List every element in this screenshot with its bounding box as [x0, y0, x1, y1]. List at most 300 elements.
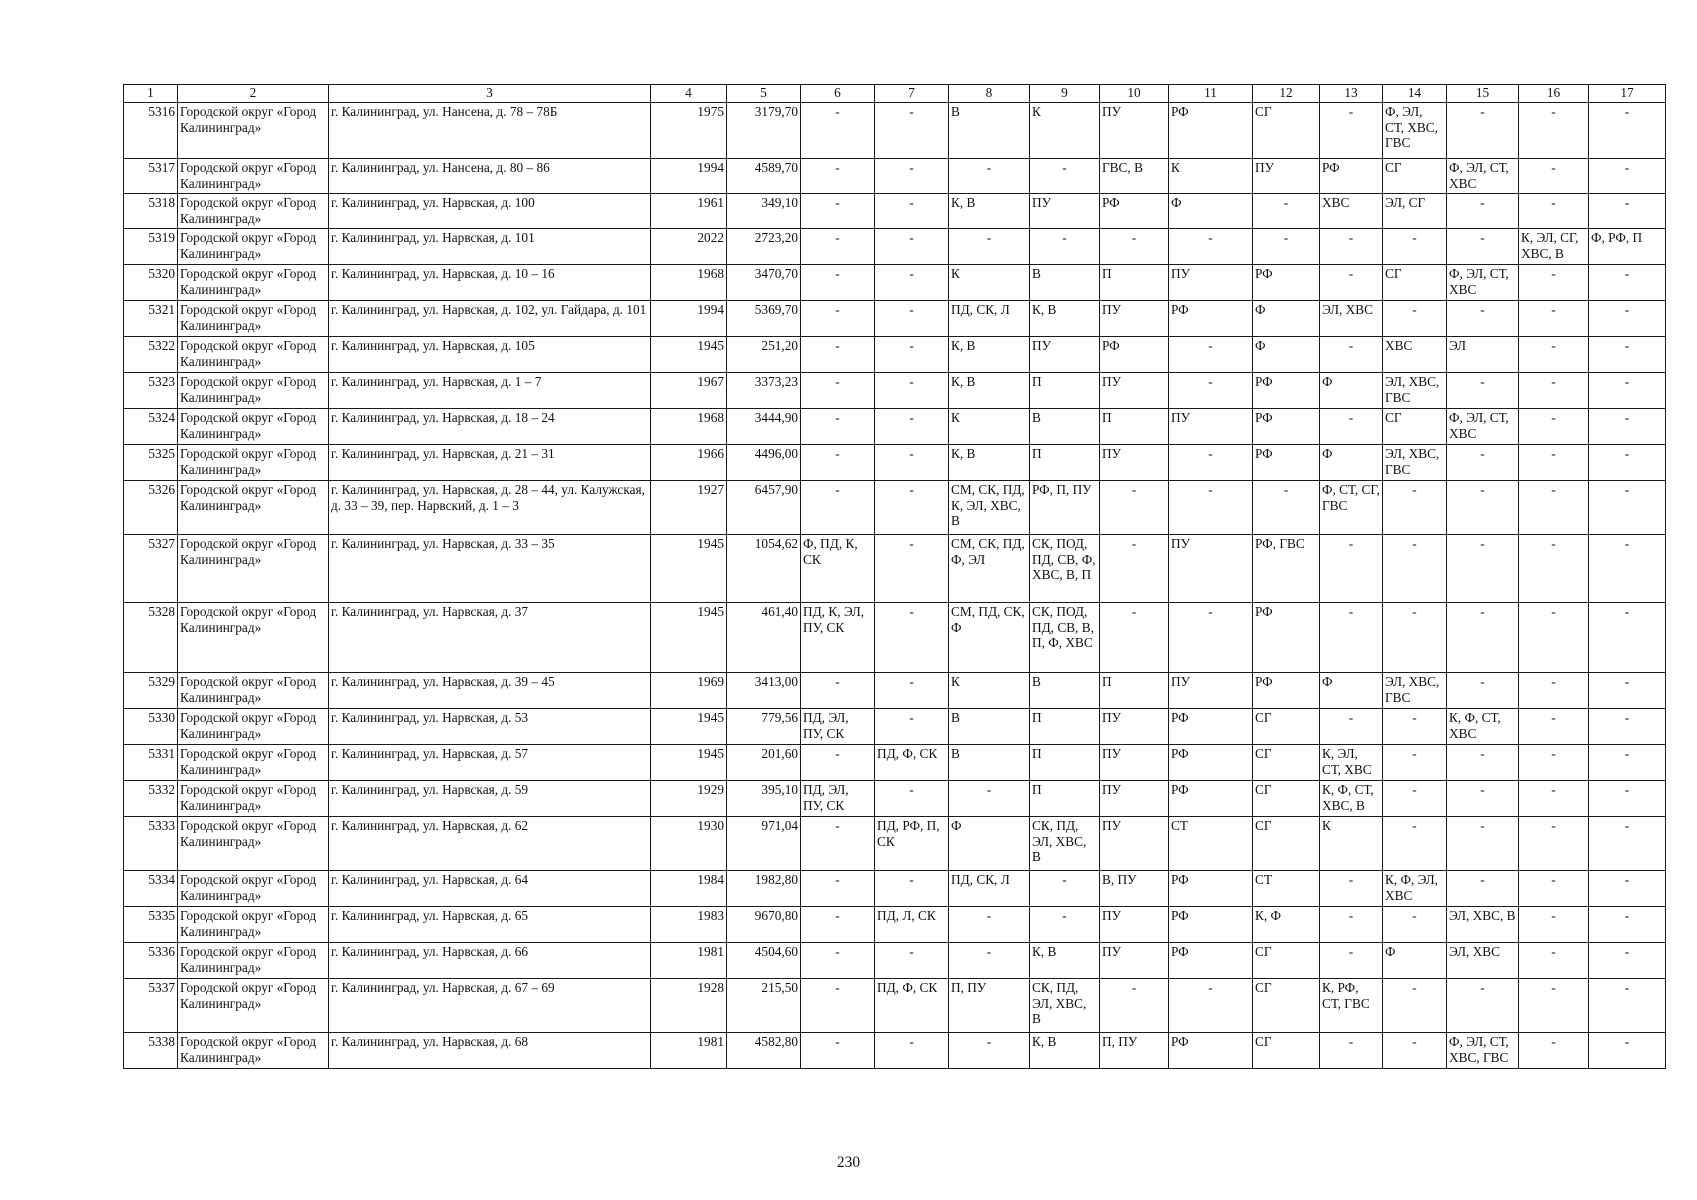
cell-col-15: -	[1447, 301, 1519, 337]
cell-col-2: Городской округ «Город Калининград»	[178, 373, 329, 409]
cell-col-14: -	[1383, 979, 1447, 1033]
cell-col-2: Городской округ «Город Калининград»	[178, 1033, 329, 1069]
cell-col-9: В	[1030, 409, 1100, 445]
cell-col-5: 2723,20	[727, 229, 801, 265]
cell-col-5: 3444,90	[727, 409, 801, 445]
cell-col-17: -	[1589, 373, 1666, 409]
cell-col-11: -	[1169, 373, 1253, 409]
cell-col-9: В	[1030, 673, 1100, 709]
cell-col-9: ПУ	[1030, 337, 1100, 373]
cell-col-7: -	[875, 301, 949, 337]
cell-col-5: 461,40	[727, 603, 801, 673]
cell-col-11: РФ	[1169, 745, 1253, 781]
cell-col-11: -	[1169, 603, 1253, 673]
table-row	[124, 603, 1666, 673]
cell-col-9: П	[1030, 709, 1100, 745]
cell-col-6: ПД, К, ЭЛ, ПУ, СК	[801, 603, 875, 673]
cell-col-9: -	[1030, 159, 1100, 194]
cell-col-9: П	[1030, 445, 1100, 481]
column-header-15: 15	[1447, 85, 1519, 103]
cell-col-10: ПУ	[1100, 745, 1169, 781]
cell-col-4: 1981	[651, 943, 727, 979]
cell-col-3: г. Калининград, ул. Нарвская, д. 59	[329, 781, 651, 817]
cell-col-13: К, ЭЛ, СТ, ХВС	[1320, 745, 1383, 781]
cell-col-12: СГ	[1253, 979, 1320, 1033]
cell-col-3: г. Калининград, ул. Нарвская, д. 33 – 35	[329, 535, 651, 603]
column-header-1: 1	[124, 85, 178, 103]
cell-col-3: г. Калининград, ул. Нарвская, д. 39 – 45	[329, 673, 651, 709]
cell-col-16: -	[1519, 943, 1589, 979]
table-row	[124, 373, 1666, 409]
cell-col-9: СК, ПОД, ПД, СВ, Ф, ХВС, В, П	[1030, 535, 1100, 603]
cell-col-5: 4582,80	[727, 1033, 801, 1069]
cell-col-6: -	[801, 103, 875, 159]
cell-col-17: -	[1589, 1033, 1666, 1069]
cell-col-17: Ф, РФ, П	[1589, 229, 1666, 265]
column-header-11: 11	[1169, 85, 1253, 103]
cell-col-1: 5328	[124, 603, 178, 673]
table-body	[124, 103, 1666, 1069]
cell-col-2: Городской округ «Город Калининград»	[178, 535, 329, 603]
cell-col-8: ПД, СК, Л	[949, 301, 1030, 337]
cell-col-3: г. Калининград, ул. Нарвская, д. 53	[329, 709, 651, 745]
table-row	[124, 229, 1666, 265]
cell-col-8: -	[949, 781, 1030, 817]
cell-col-16: -	[1519, 745, 1589, 781]
cell-col-3: г. Калининград, ул. Нарвская, д. 37	[329, 603, 651, 673]
cell-col-7: -	[875, 871, 949, 907]
cell-col-1: 5338	[124, 1033, 178, 1069]
column-header-2: 2	[178, 85, 329, 103]
cell-col-4: 1994	[651, 159, 727, 194]
cell-col-8: К, В	[949, 445, 1030, 481]
cell-col-7: ПД, Л, СК	[875, 907, 949, 943]
cell-col-13: ХВС	[1320, 194, 1383, 229]
cell-col-14: -	[1383, 907, 1447, 943]
cell-col-14: СГ	[1383, 409, 1447, 445]
cell-col-7: -	[875, 709, 949, 745]
table-row	[124, 943, 1666, 979]
cell-col-11: -	[1169, 337, 1253, 373]
cell-col-4: 1966	[651, 445, 727, 481]
cell-col-6: -	[801, 979, 875, 1033]
cell-col-2: Городской округ «Город Калининград»	[178, 871, 329, 907]
cell-col-8: В	[949, 745, 1030, 781]
table-row	[124, 445, 1666, 481]
cell-col-12: К, Ф	[1253, 907, 1320, 943]
cell-col-13: -	[1320, 1033, 1383, 1069]
cell-col-6: -	[801, 745, 875, 781]
cell-col-5: 4589,70	[727, 159, 801, 194]
cell-col-13: Ф	[1320, 673, 1383, 709]
cell-col-14: -	[1383, 229, 1447, 265]
cell-col-17: -	[1589, 673, 1666, 709]
cell-col-10: ГВС, В	[1100, 159, 1169, 194]
cell-col-1: 5337	[124, 979, 178, 1033]
cell-col-10: П	[1100, 673, 1169, 709]
cell-col-8: -	[949, 907, 1030, 943]
cell-col-5: 779,56	[727, 709, 801, 745]
cell-col-12: СГ	[1253, 817, 1320, 871]
cell-col-14: К, Ф, ЭЛ, ХВС	[1383, 871, 1447, 907]
cell-col-9: В	[1030, 265, 1100, 301]
cell-col-7: -	[875, 194, 949, 229]
cell-col-10: -	[1100, 535, 1169, 603]
cell-col-8: Ф	[949, 817, 1030, 871]
cell-col-4: 1929	[651, 781, 727, 817]
cell-col-3: г. Калининград, ул. Нарвская, д. 28 – 44, ул. Калужская, д. 33 – 39, пер. Нарвский, д. 1 – 3	[329, 481, 651, 535]
cell-col-7: -	[875, 373, 949, 409]
cell-col-2: Городской округ «Город Калининград»	[178, 781, 329, 817]
cell-col-2: Городской округ «Город Калининград»	[178, 481, 329, 535]
cell-col-10: -	[1100, 603, 1169, 673]
cell-col-17: -	[1589, 781, 1666, 817]
cell-col-16: -	[1519, 603, 1589, 673]
cell-col-4: 1945	[651, 709, 727, 745]
cell-col-4: 1984	[651, 871, 727, 907]
cell-col-9: К, В	[1030, 943, 1100, 979]
cell-col-4: 2022	[651, 229, 727, 265]
cell-col-3: г. Калининград, ул. Нарвская, д. 21 – 31	[329, 445, 651, 481]
cell-col-3: г. Калининград, ул. Нарвская, д. 102, ул. Гайдара, д. 101	[329, 301, 651, 337]
cell-col-10: -	[1100, 481, 1169, 535]
cell-col-14: ЭЛ, СГ	[1383, 194, 1447, 229]
cell-col-6: Ф, ПД, К, СК	[801, 535, 875, 603]
cell-col-2: Городской округ «Город Калининград»	[178, 229, 329, 265]
cell-col-11: РФ	[1169, 943, 1253, 979]
cell-col-1: 5335	[124, 907, 178, 943]
cell-col-3: г. Калининград, ул. Нансена, д. 78 – 78Б	[329, 103, 651, 159]
cell-col-4: 1961	[651, 194, 727, 229]
cell-col-11: ПУ	[1169, 265, 1253, 301]
cell-col-10: ПУ	[1100, 781, 1169, 817]
cell-col-16: -	[1519, 265, 1589, 301]
cell-col-17: -	[1589, 535, 1666, 603]
cell-col-1: 5319	[124, 229, 178, 265]
table-row	[124, 781, 1666, 817]
cell-col-16: -	[1519, 673, 1589, 709]
cell-col-3: г. Калининград, ул. Нарвская, д. 68	[329, 1033, 651, 1069]
cell-col-11: РФ	[1169, 781, 1253, 817]
cell-col-16: -	[1519, 871, 1589, 907]
cell-col-14: -	[1383, 817, 1447, 871]
cell-col-14: -	[1383, 301, 1447, 337]
cell-col-13: К, РФ, СТ, ГВС	[1320, 979, 1383, 1033]
cell-col-4: 1968	[651, 409, 727, 445]
cell-col-5: 3373,23	[727, 373, 801, 409]
cell-col-7: -	[875, 229, 949, 265]
cell-col-17: -	[1589, 445, 1666, 481]
cell-col-10: -	[1100, 229, 1169, 265]
cell-col-11: -	[1169, 445, 1253, 481]
cell-col-12: Ф	[1253, 337, 1320, 373]
cell-col-8: -	[949, 159, 1030, 194]
cell-col-12: РФ	[1253, 673, 1320, 709]
cell-col-7: -	[875, 409, 949, 445]
cell-col-15: -	[1447, 103, 1519, 159]
cell-col-17: -	[1589, 337, 1666, 373]
cell-col-5: 3470,70	[727, 265, 801, 301]
cell-col-4: 1967	[651, 373, 727, 409]
cell-col-14: СГ	[1383, 159, 1447, 194]
cell-col-15: -	[1447, 194, 1519, 229]
cell-col-2: Городской округ «Город Калининград»	[178, 445, 329, 481]
cell-col-10: ПУ	[1100, 817, 1169, 871]
cell-col-17: -	[1589, 817, 1666, 871]
cell-col-5: 1982,80	[727, 871, 801, 907]
column-header-4: 4	[651, 85, 727, 103]
cell-col-4: 1945	[651, 603, 727, 673]
cell-col-3: г. Калининград, ул. Нарвская, д. 18 – 24	[329, 409, 651, 445]
cell-col-12: СГ	[1253, 943, 1320, 979]
cell-col-13: -	[1320, 409, 1383, 445]
cell-col-17: -	[1589, 265, 1666, 301]
cell-col-16: -	[1519, 481, 1589, 535]
cell-col-6: -	[801, 1033, 875, 1069]
cell-col-9: К	[1030, 103, 1100, 159]
cell-col-1: 5318	[124, 194, 178, 229]
cell-col-3: г. Калининград, ул. Нарвская, д. 64	[329, 871, 651, 907]
cell-col-13: Ф	[1320, 445, 1383, 481]
cell-col-17: -	[1589, 301, 1666, 337]
cell-col-16: -	[1519, 907, 1589, 943]
cell-col-6: -	[801, 229, 875, 265]
cell-col-5: 5369,70	[727, 301, 801, 337]
cell-col-9: -	[1030, 907, 1100, 943]
cell-col-14: -	[1383, 481, 1447, 535]
cell-col-11: -	[1169, 979, 1253, 1033]
cell-col-9: -	[1030, 229, 1100, 265]
cell-col-6: -	[801, 301, 875, 337]
cell-col-15: Ф, ЭЛ, СТ, ХВС	[1447, 159, 1519, 194]
cell-col-4: 1975	[651, 103, 727, 159]
cell-col-8: СМ, СК, ПД, К, ЭЛ, ХВС, В	[949, 481, 1030, 535]
table-row	[124, 194, 1666, 229]
cell-col-2: Городской округ «Город Калининград»	[178, 943, 329, 979]
cell-col-7: -	[875, 265, 949, 301]
cell-col-5: 1054,62	[727, 535, 801, 603]
cell-col-10: РФ	[1100, 337, 1169, 373]
cell-col-12: РФ	[1253, 373, 1320, 409]
cell-col-8: К	[949, 265, 1030, 301]
cell-col-14: Ф	[1383, 943, 1447, 979]
cell-col-17: -	[1589, 871, 1666, 907]
cell-col-5: 971,04	[727, 817, 801, 871]
cell-col-5: 3179,70	[727, 103, 801, 159]
column-header-9: 9	[1030, 85, 1100, 103]
cell-col-10: РФ	[1100, 194, 1169, 229]
cell-col-17: -	[1589, 159, 1666, 194]
cell-col-8: -	[949, 1033, 1030, 1069]
cell-col-1: 5332	[124, 781, 178, 817]
cell-col-6: -	[801, 943, 875, 979]
cell-col-16: -	[1519, 781, 1589, 817]
column-number-header-row	[124, 85, 1666, 103]
cell-col-1: 5334	[124, 871, 178, 907]
cell-col-2: Городской округ «Город Калининград»	[178, 301, 329, 337]
cell-col-11: РФ	[1169, 301, 1253, 337]
cell-col-13: -	[1320, 871, 1383, 907]
cell-col-14: Ф, ЭЛ, СТ, ХВС, ГВС	[1383, 103, 1447, 159]
cell-col-4: 1930	[651, 817, 727, 871]
table-row	[124, 103, 1666, 159]
cell-col-6: -	[801, 871, 875, 907]
cell-col-2: Городской округ «Город Калининград»	[178, 745, 329, 781]
cell-col-10: ПУ	[1100, 709, 1169, 745]
cell-col-5: 9670,80	[727, 907, 801, 943]
cell-col-15: ЭЛ, ХВС	[1447, 943, 1519, 979]
cell-col-5: 6457,90	[727, 481, 801, 535]
cell-col-11: РФ	[1169, 103, 1253, 159]
cell-col-5: 215,50	[727, 979, 801, 1033]
cell-col-13: -	[1320, 229, 1383, 265]
cell-col-11: -	[1169, 229, 1253, 265]
cell-col-12: ПУ	[1253, 159, 1320, 194]
cell-col-1: 5316	[124, 103, 178, 159]
cell-col-4: 1945	[651, 535, 727, 603]
cell-col-17: -	[1589, 409, 1666, 445]
cell-col-11: ПУ	[1169, 535, 1253, 603]
cell-col-1: 5321	[124, 301, 178, 337]
cell-col-2: Городской округ «Город Калининград»	[178, 103, 329, 159]
cell-col-5: 4504,60	[727, 943, 801, 979]
cell-col-10: ПУ	[1100, 445, 1169, 481]
cell-col-13: -	[1320, 535, 1383, 603]
cell-col-6: ПД, ЭЛ, ПУ, СК	[801, 781, 875, 817]
cell-col-9: К, В	[1030, 301, 1100, 337]
table-row	[124, 409, 1666, 445]
cell-col-15: -	[1447, 673, 1519, 709]
cell-col-8: ПД, СК, Л	[949, 871, 1030, 907]
cell-col-9: К, В	[1030, 1033, 1100, 1069]
cell-col-6: -	[801, 265, 875, 301]
cell-col-8: СМ, СК, ПД, Ф, ЭЛ	[949, 535, 1030, 603]
cell-col-4: 1994	[651, 301, 727, 337]
table-row	[124, 265, 1666, 301]
cell-col-15: ЭЛ, ХВС, В	[1447, 907, 1519, 943]
cell-col-2: Городской округ «Город Калининград»	[178, 673, 329, 709]
cell-col-15: Ф, ЭЛ, СТ, ХВС	[1447, 409, 1519, 445]
cell-col-16: -	[1519, 301, 1589, 337]
cell-col-10: ПУ	[1100, 103, 1169, 159]
table-row	[124, 673, 1666, 709]
cell-col-3: г. Калининград, ул. Нарвская, д. 66	[329, 943, 651, 979]
cell-col-13: РФ	[1320, 159, 1383, 194]
cell-col-11: РФ	[1169, 709, 1253, 745]
cell-col-15: ЭЛ	[1447, 337, 1519, 373]
cell-col-5: 395,10	[727, 781, 801, 817]
cell-col-6: -	[801, 445, 875, 481]
cell-col-15: -	[1447, 481, 1519, 535]
cell-col-8: СМ, ПД, СК, Ф	[949, 603, 1030, 673]
cell-col-5: 201,60	[727, 745, 801, 781]
cell-col-12: СГ	[1253, 709, 1320, 745]
cell-col-11: СТ	[1169, 817, 1253, 871]
cell-col-4: 1928	[651, 979, 727, 1033]
column-header-6: 6	[801, 85, 875, 103]
cell-col-11: Ф	[1169, 194, 1253, 229]
cell-col-15: -	[1447, 229, 1519, 265]
cell-col-8: -	[949, 943, 1030, 979]
cell-col-14: -	[1383, 781, 1447, 817]
cell-col-10: ПУ	[1100, 943, 1169, 979]
cell-col-4: 1945	[651, 745, 727, 781]
cell-col-12: РФ	[1253, 445, 1320, 481]
cell-col-1: 5331	[124, 745, 178, 781]
cell-col-13: К, Ф, СТ, ХВС, В	[1320, 781, 1383, 817]
table-row	[124, 301, 1666, 337]
cell-col-15: -	[1447, 373, 1519, 409]
cell-col-11: РФ	[1169, 871, 1253, 907]
cell-col-12: СГ	[1253, 1033, 1320, 1069]
cell-col-4: 1945	[651, 337, 727, 373]
cell-col-1: 5324	[124, 409, 178, 445]
cell-col-1: 5323	[124, 373, 178, 409]
cell-col-8: П, ПУ	[949, 979, 1030, 1033]
cell-col-3: г. Калининград, ул. Нарвская, д. 100	[329, 194, 651, 229]
cell-col-17: -	[1589, 481, 1666, 535]
cell-col-7: -	[875, 481, 949, 535]
column-header-14: 14	[1383, 85, 1447, 103]
cell-col-12: РФ	[1253, 409, 1320, 445]
cell-col-14: -	[1383, 709, 1447, 745]
cell-col-12: -	[1253, 194, 1320, 229]
cell-col-1: 5336	[124, 943, 178, 979]
cell-col-15: -	[1447, 871, 1519, 907]
cell-col-1: 5320	[124, 265, 178, 301]
cell-col-7: ПД, РФ, П, СК	[875, 817, 949, 871]
table-row	[124, 337, 1666, 373]
cell-col-12: -	[1253, 229, 1320, 265]
cell-col-7: -	[875, 445, 949, 481]
cell-col-13: -	[1320, 265, 1383, 301]
cell-col-10: ПУ	[1100, 373, 1169, 409]
cell-col-1: 5329	[124, 673, 178, 709]
cell-col-17: -	[1589, 603, 1666, 673]
cell-col-7: -	[875, 943, 949, 979]
cell-col-17: -	[1589, 194, 1666, 229]
cell-col-1: 5327	[124, 535, 178, 603]
cell-col-16: К, ЭЛ, СГ, ХВС, В	[1519, 229, 1589, 265]
column-header-17: 17	[1589, 85, 1666, 103]
cell-col-10: П	[1100, 265, 1169, 301]
cell-col-14: -	[1383, 603, 1447, 673]
cell-col-6: -	[801, 159, 875, 194]
table-row	[124, 817, 1666, 871]
cell-col-11: ПУ	[1169, 409, 1253, 445]
cell-col-5: 4496,00	[727, 445, 801, 481]
cell-col-6: -	[801, 409, 875, 445]
cell-col-2: Городской округ «Город Калининград»	[178, 817, 329, 871]
cell-col-6: -	[801, 373, 875, 409]
cell-col-2: Городской округ «Город Калининград»	[178, 979, 329, 1033]
column-header-12: 12	[1253, 85, 1320, 103]
table-row	[124, 745, 1666, 781]
cell-col-16: -	[1519, 445, 1589, 481]
cell-col-6: ПД, ЭЛ, ПУ, СК	[801, 709, 875, 745]
register-table	[123, 84, 1666, 1069]
cell-col-14: ХВС	[1383, 337, 1447, 373]
cell-col-9: СК, ПОД, ПД, СВ, В, П, Ф, ХВС	[1030, 603, 1100, 673]
cell-col-17: -	[1589, 907, 1666, 943]
cell-col-16: -	[1519, 103, 1589, 159]
cell-col-3: г. Калининград, ул. Нарвская, д. 65	[329, 907, 651, 943]
cell-col-10: -	[1100, 979, 1169, 1033]
table-row	[124, 907, 1666, 943]
cell-col-16: -	[1519, 194, 1589, 229]
cell-col-14: -	[1383, 535, 1447, 603]
cell-col-7: -	[875, 103, 949, 159]
